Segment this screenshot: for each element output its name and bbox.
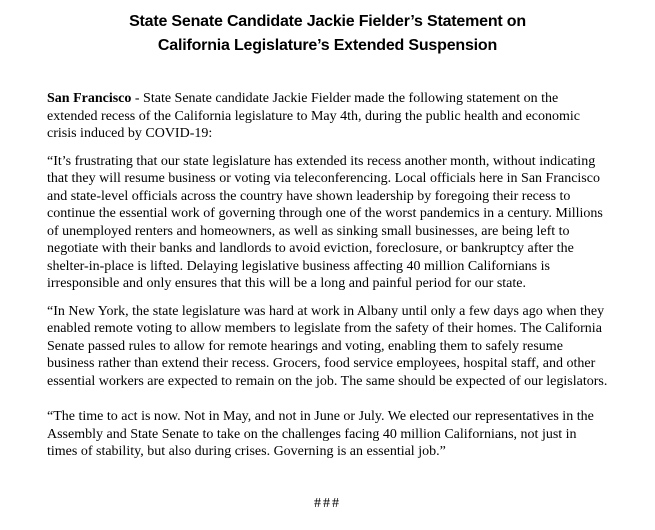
end-of-release-mark: ###	[314, 496, 341, 511]
title-line-1: State Senate Candidate Jackie Fielder’s Statement on	[129, 13, 526, 30]
quote-paragraph-1: “It’s frustrating that our state legislature has extended its recess another month, without indicating that they will resume business or voting via teleconferencing. Local officials here in San Francisco and state-level officials across the country have shown leadership by foregoing their recess to continue the essential work of governing through one of the worst pandemics in a century. Millions of unemployed renters and homeowners, as well as sinking small businesses, are being left to negotiate with their banks and landlords to avoid eviction, foreclosure, or bankruptcy after the shelter-in-place is lifted. Delaying legislative business affecting 40 million Californians is irresponsible and only ensures that this will be a long and painful period for our state.	[47, 153, 603, 291]
statement-body	[47, 90, 609, 471]
intro-text: - State Senate candidate Jackie Fielder made the following statement on the extended recess of the California legislature to May 4th, during the public health and economic crisis induced by COVID-19:	[47, 91, 580, 141]
dateline: San Francisco	[47, 91, 132, 106]
title-line-2: California Legislature’s Extended Suspension	[157, 37, 498, 54]
quote-paragraph-3: “The time to act is now. Not in May, and not in June or July. We elected our representatives in the Assembly and State Senate to take on the challenges facing 40 million Californians, not just in times of stability, but also during crises. Governing is an essential job.”	[47, 409, 594, 459]
quote-paragraph-2: “In New York, the state legislature was hard at work in Albany until only a few days ago when they enabled remote voting to allow members to legislate from the safety of their homes. The California Senate passed rules to allow for remote hearings and voting, enabling them to safely resume business rather than extend their recess. Grocers, food service employees, hospital staff, and other essential workers are expected to remain on the job. The same should be expected of our legislators.	[47, 303, 608, 389]
document-title	[0, 10, 655, 58]
intro-paragraph	[47, 90, 609, 143]
